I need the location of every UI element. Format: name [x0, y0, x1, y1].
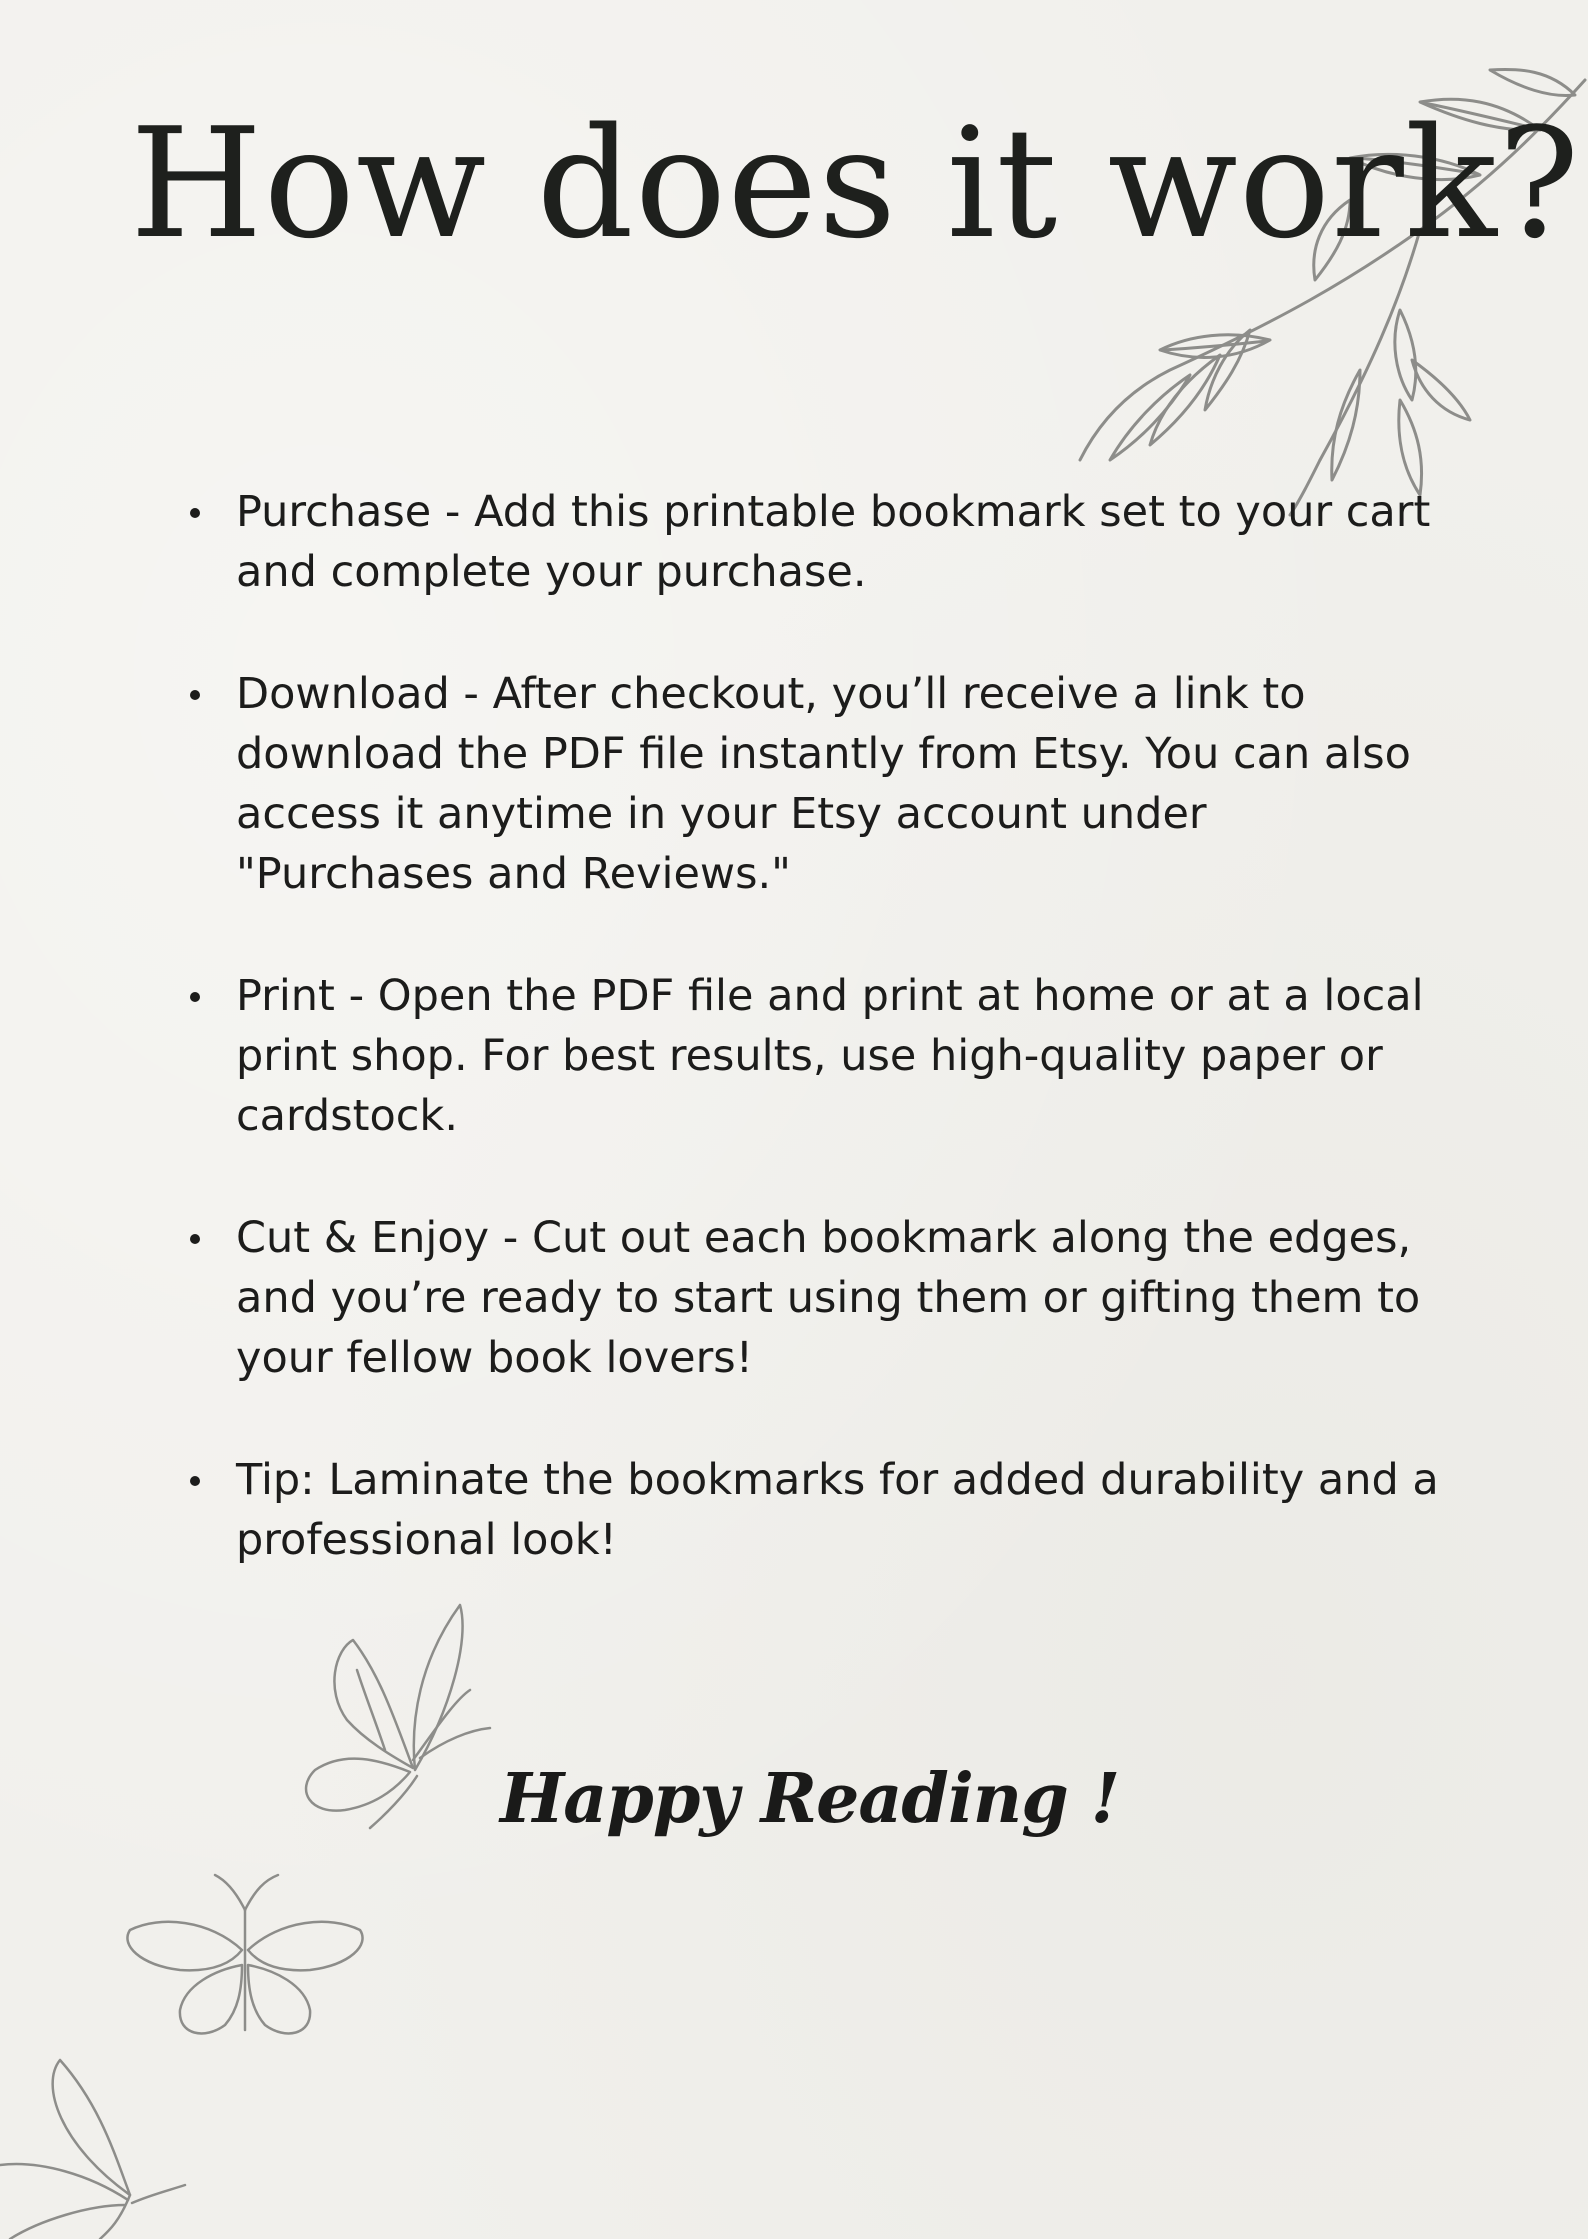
- list-item-cut-enjoy: [190, 1208, 1450, 1388]
- step-text: Cut & Enjoy - Cut out each bookmark along the edges, and you’re ready to start using them or gifting them to your fellow book lovers!: [236, 1213, 1421, 1383]
- step-text: Download - After checkout, you’ll receive a link to download the PDF file instantly from Etsy. You can also access it anytime in your Etsy account under "Purchases and Reviews.": [236, 669, 1411, 899]
- bullet-icon: [190, 1234, 200, 1244]
- bullet-icon: [190, 992, 200, 1002]
- butterfly-icon: [285, 1600, 495, 1830]
- list-item-tip: [190, 1450, 1450, 1570]
- step-text: Purchase - Add this printable bookmark set to your cart and complete your purchase.: [236, 487, 1431, 597]
- page-title: How does it work?: [130, 95, 1581, 272]
- bullet-icon: [190, 1476, 200, 1486]
- bullet-icon: [190, 508, 200, 518]
- closing-signature: Happy Reading !: [500, 1759, 1120, 1839]
- list-item-purchase: [190, 482, 1450, 602]
- list-item-download: [190, 664, 1450, 904]
- step-text: Tip: Laminate the bookmarks for added durability and a professional look!: [236, 1455, 1439, 1565]
- list-item-print: [190, 966, 1450, 1146]
- step-text: Print - Open the PDF file and print at home or at a local print shop. For best results, use high-quality paper or cardstock.: [236, 971, 1424, 1141]
- butterfly-icon: [0, 2045, 190, 2239]
- steps-list: [190, 482, 1450, 1632]
- butterfly-icon: [120, 1870, 370, 2050]
- bullet-icon: [190, 690, 200, 700]
